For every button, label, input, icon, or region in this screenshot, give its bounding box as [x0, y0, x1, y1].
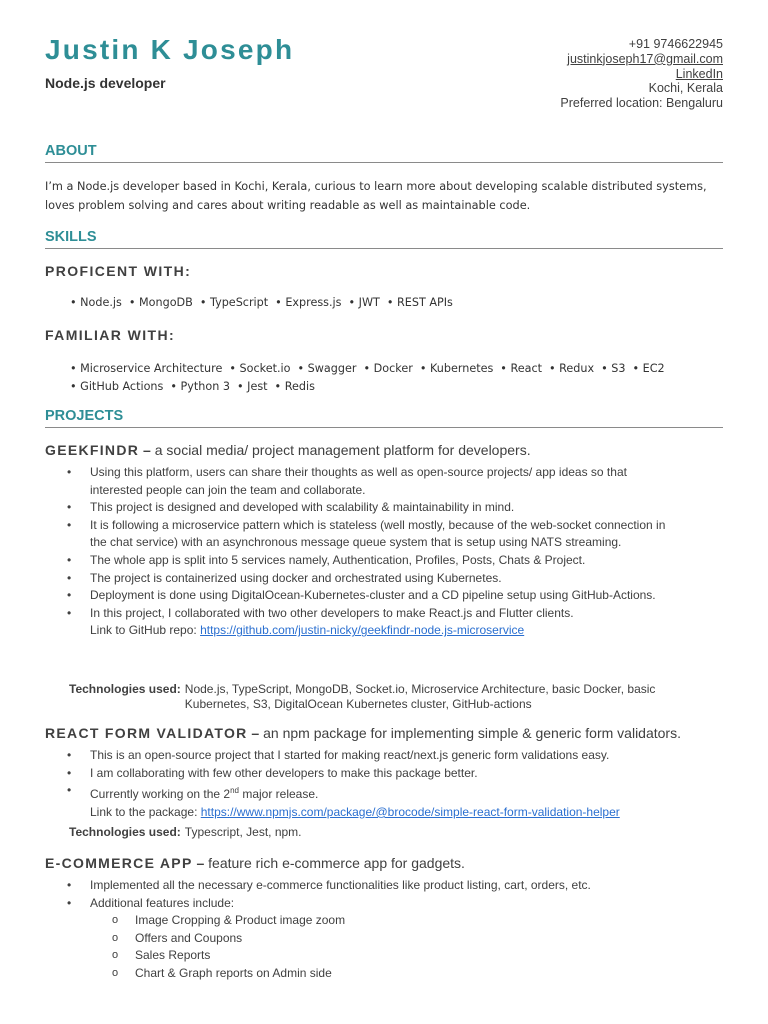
skill-item: • JWT [349, 296, 380, 309]
github-repo-link[interactable]: https://github.com/justin-nicky/geekfindr-node.js-microservice [200, 623, 525, 638]
skills-heading: SKILLS [45, 229, 723, 249]
proficient-heading: PROFICENT WITH: [45, 263, 192, 279]
repo-link-prefix: Link to GitHub repo: [90, 623, 201, 638]
proficient-skills [70, 294, 453, 312]
skill-item: • Socket.io [229, 362, 290, 375]
package-link-prefix: Link to the package: [90, 804, 201, 819]
release-text-end: major release. [238, 787, 319, 802]
candidate-role: Node.js developer [45, 75, 166, 91]
sub-list-item: o Chart & Graph reports on Admin side [135, 965, 725, 983]
skill-item: • Jest [237, 380, 268, 393]
preferred-location: Preferred location: Bengaluru [560, 96, 723, 111]
skill-item: • EC2 [633, 362, 665, 375]
project-tagline: an npm package for implementing simple & generic form validators. [263, 725, 681, 741]
title-dash: – [139, 442, 155, 458]
project-title-ecommerce [45, 855, 465, 871]
contact-block [560, 37, 723, 111]
tech-list: Typescript, Jest, npm. [184, 825, 302, 839]
list-item-text: In this project, I collaborated with two other developers to make React.js and Flutter clients. [90, 605, 574, 620]
project-title-rfv [45, 725, 681, 741]
geekfindr-tech [69, 682, 689, 712]
skill-item: • Python 3 [170, 380, 230, 393]
rfv-bullets [90, 747, 680, 821]
project-name: GEEKFINDR [45, 442, 140, 458]
projects-heading: PROJECTS [45, 408, 723, 428]
title-dash: – [192, 855, 209, 871]
release-text: Currently working on the 2 [90, 787, 231, 802]
list-item: • Using this platform, users can share their thoughts as well as open-source projects/ app ideas so that interested people can join the team and collaborate. [90, 464, 680, 499]
list-item-text: Additional features include: [90, 895, 235, 910]
geekfindr-bullets [90, 464, 680, 640]
skill-item: • Express.js [275, 296, 341, 309]
title-dash: – [247, 725, 264, 741]
tech-label: Technologies used: [69, 682, 181, 696]
project-tagline: a social media/ project management platform for developers. [154, 442, 531, 458]
list-item [90, 895, 680, 983]
familiar-heading: FAMILIAR WITH: [45, 327, 176, 343]
skill-item: • React [500, 362, 542, 375]
location: Kochi, Kerala [648, 81, 723, 96]
rfv-tech [69, 825, 689, 840]
tech-list: Node.js, TypeScript, MongoDB, Socket.io, Microservice Architecture, basic Docker, basic Kubernetes, S3, DigitalOcean Kubernetes cluster, GitHub-actions [184, 682, 656, 711]
about-text: I’m a Node.js developer based in Kochi, Kerala, curious to learn more about developing scalable distributed systems, loves problem solving and cares about writing readable as well as maintainable code. [45, 180, 707, 212]
skill-item: • Node.js [70, 296, 122, 309]
skill-item: • TypeScript [200, 296, 268, 309]
skill-item: • Docker [363, 362, 412, 375]
skill-item: • Swagger [298, 362, 357, 375]
skill-item: • S3 [601, 362, 625, 375]
skill-item: • Microservice Architecture [70, 362, 222, 375]
familiar-skills-line-1 [70, 360, 665, 378]
list-item [90, 782, 680, 821]
list-item: • The whole app is split into 5 services namely, Authentication, Profiles, Posts, Chats & Project. [90, 552, 680, 570]
familiar-skills-line-2 [70, 378, 315, 396]
linkedin-link[interactable]: LinkedIn [675, 66, 723, 81]
skill-item: • Redux [549, 362, 594, 375]
skill-item: • Redis [275, 380, 315, 393]
phone-number: +91 9746622945 [628, 37, 723, 51]
candidate-name: Justin K Joseph [45, 34, 295, 65]
project-name: E-COMMERCE APP [45, 855, 193, 871]
list-item: • This project is designed and developed with scalability & maintainability in mind. [90, 499, 680, 517]
npm-package-link[interactable]: https://www.npmjs.com/package/@brocode/simple-react-form-validation-helper [200, 804, 620, 819]
email-link[interactable]: justinkjoseph17@gmail.com [567, 51, 723, 66]
feature-sub-list [135, 912, 725, 982]
about-heading: ABOUT [45, 143, 723, 163]
tech-label: Technologies used: [69, 825, 181, 839]
skill-item: • Kubernetes [420, 362, 493, 375]
project-name: REACT FORM VALIDATOR [45, 725, 248, 741]
list-item: • It is following a microservice pattern which is stateless (well mostly, because of the web-socket connection in the chat service) with an asynchronous message queue system that is setup using NATS streaming. [90, 517, 680, 552]
list-item: • I am collaborating with few other developers to make this package better. [90, 765, 680, 783]
skill-item: • GitHub Actions [70, 380, 163, 393]
ecommerce-bullets [90, 877, 680, 983]
list-item: • Deployment is done using DigitalOcean-Kubernetes-cluster and a CD pipeline setup using GitHub-Actions. [90, 587, 680, 605]
list-item [90, 605, 680, 640]
ordinal-suffix: nd [230, 786, 239, 796]
project-title-geekfindr [45, 442, 531, 458]
skill-item: • MongoDB [129, 296, 193, 309]
list-item: • Implemented all the necessary e-commerce functionalities like product listing, cart, orders, etc. [90, 877, 680, 895]
sub-list-item: o Offers and Coupons [135, 930, 725, 948]
sub-list-item: o Sales Reports [135, 947, 725, 965]
list-item: • This is an open-source project that I started for making react/next.js generic form validations easy. [90, 747, 680, 765]
skill-item: • REST APIs [387, 296, 453, 309]
project-tagline: feature rich e-commerce app for gadgets. [208, 855, 465, 871]
list-item: • The project is containerized using docker and orchestrated using Kubernetes. [90, 570, 680, 588]
sub-list-item: o Image Cropping & Product image zoom [135, 912, 725, 930]
